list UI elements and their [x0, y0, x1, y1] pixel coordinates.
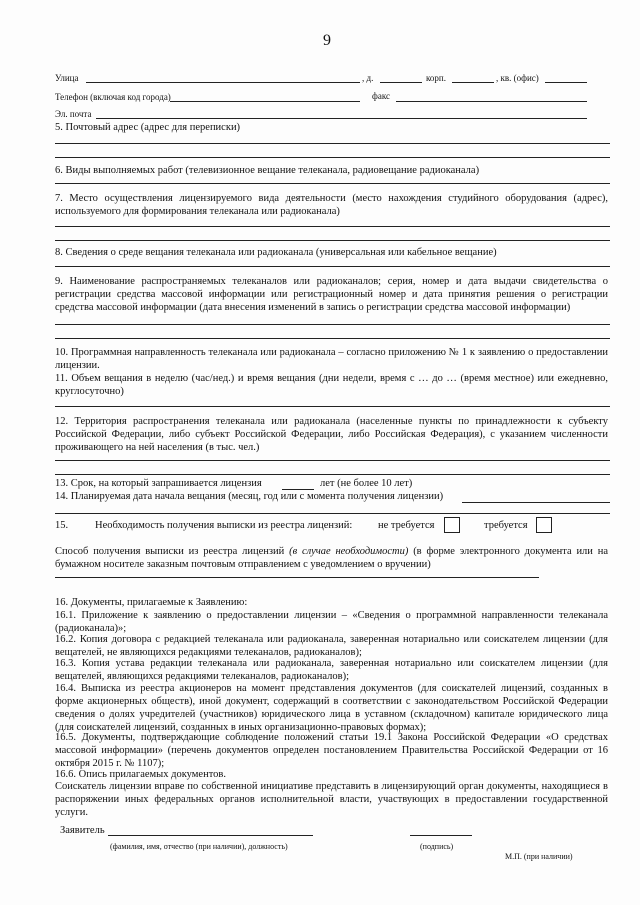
- apartment-field[interactable]: [545, 82, 587, 83]
- house-label: , д.: [362, 73, 374, 83]
- item-6-label: 6. Виды выполняемых работ (телевизионное вещание телеканала, радиовещание радиоканала): [55, 165, 480, 176]
- item-9-field[interactable]: [55, 324, 610, 325]
- item-11-field[interactable]: [55, 406, 610, 407]
- document-16-3: 16.3. Копия устава редакции телеканала или радиоканала, заверенная нотариально или соискателем лицензии (для вещателей, являющихся редакциями телеканалов, радиоканалов);: [55, 658, 608, 682]
- item-7-field-2[interactable]: [55, 240, 610, 241]
- item-5-field[interactable]: [55, 143, 610, 144]
- required-label: требуется: [484, 520, 528, 531]
- item-12-label: 12. Территория распространения телеканала или радиоканала (населенные пункты по принадлежности к субъекту Российской Федерации, либо субъект Российской Федерации, либо Российская Федерация), с указанием численности проживающего на ней населения (в тыс. чел.): [55, 416, 608, 453]
- applicant-name-field[interactable]: [108, 835, 313, 836]
- item-15-label: Необходимость получения выписки из реестра лицензий:: [95, 520, 353, 531]
- signature-caption: (подпись): [420, 842, 454, 851]
- item-9-label: 9. Наименование распространяемых телеканалов или радиоканалов; серия, номер и дата выдачи свидетельства о регистрации средства массовой информации или регистрационный номер и дата принятия решения о регистрации средства массовой информации (дата внесения изменений в запись о регистрации средства массовой информации): [55, 276, 608, 313]
- apartment-label: , кв. (офис): [496, 73, 539, 83]
- item-10-label: 10. Программная направленность телеканала или радиоканала – согласно приложению № 1 к заявлению о предоставлении лицензии.: [55, 347, 608, 371]
- item-8-field[interactable]: [55, 266, 610, 267]
- building-field[interactable]: [452, 82, 494, 83]
- document-16-6: 16.6. Опись прилагаемых документов.: [55, 769, 226, 780]
- not-required-label: не требуется: [378, 520, 435, 531]
- phone-label: Телефон (включая код города): [55, 92, 171, 102]
- applicant-label: Заявитель: [60, 825, 105, 836]
- item-12-field-2[interactable]: [55, 474, 610, 475]
- documents-heading: 16. Документы, прилагаемые к Заявлению:: [55, 597, 248, 608]
- not-required-checkbox[interactable]: [444, 517, 460, 533]
- documents-note: Соискатель лицензии вправе по собственной инициативе представить в лицензирующий орган документы, находящиеся в распоряжении иных федеральных органов исполнительной власти, участвующих в предоставлении государственной услуги.: [55, 781, 608, 818]
- phone-field[interactable]: [170, 101, 360, 102]
- item-11-label: 11. Объем вещания в неделю (час/нед.) и время вещания (дни недели, время с … до … (время местное) или ежедневно, круглосуточно): [55, 373, 608, 397]
- stamp-caption: М.П. (при наличии): [505, 852, 573, 861]
- email-field[interactable]: [96, 118, 587, 119]
- name-caption: (фамилия, имя, отчество (при наличии), должность): [110, 842, 288, 851]
- extract-method-text: [55, 545, 608, 571]
- item-13-suffix: лет (не более 10 лет): [320, 478, 413, 489]
- item-15-number: 15.: [55, 520, 69, 531]
- fax-label: факс: [372, 91, 390, 101]
- required-checkbox[interactable]: [536, 517, 552, 533]
- item-12-field[interactable]: [55, 460, 610, 461]
- term-years-field[interactable]: [282, 489, 314, 490]
- document-16-1: 16.1. Приложение к заявлению о предоставлении лицензии – «Сведения о программной направленности телеканала (радиоканала)»;: [55, 610, 608, 634]
- item-7-field[interactable]: [55, 226, 610, 227]
- item-14-field[interactable]: [462, 502, 610, 503]
- extract-method-note: (в случае необходимости): [289, 546, 409, 557]
- fax-field[interactable]: [396, 101, 587, 102]
- item-5-label: 5. Почтовый адрес (адрес для переписки): [55, 122, 241, 133]
- street-field[interactable]: [86, 82, 360, 83]
- page-number: 9: [323, 32, 331, 49]
- street-label: Улица: [55, 73, 79, 83]
- item-14-label: 14. Планируемая дата начала вещания (месяц, год или с момента получения лицензии): [55, 491, 444, 502]
- house-field[interactable]: [380, 82, 422, 83]
- item-5-field-2[interactable]: [55, 157, 610, 158]
- item-8-label: 8. Сведения о среде вещания телеканала или радиоканала (универсальная или кабельное вещание): [55, 247, 497, 258]
- item-14-field-2[interactable]: [55, 513, 610, 514]
- item-6-field[interactable]: [55, 183, 610, 184]
- document-16-5: 16.5. Документы, подтверждающие соблюдение положений статьи 19.1 Закона Российской Федерации «О средствах массовой информации» (перечень документов определен постановлением Правительства Российской Федерации от 16 октября 2015 г. № 1107);: [55, 732, 608, 769]
- document-16-4: 16.4. Выписка из реестра акционеров на момент представления документов (для соискателей лицензий, созданных в форме акционерных обществ), иной документ, содержащий в соответствии с законодательством Российской Федерации сведения о долях учредителей (участников) юридического лица в уставном (складочном) капитале юридического лица (для соискателей лицензий, созданных в иных организационно-правовых формах);: [55, 683, 608, 733]
- document-16-2: 16.2. Копия договора с редакцией телеканала или радиоканала, заверенная нотариально или соискателем лицензии (для вещателей, не являющихся редакциями телеканалов, радиоканалов);: [55, 634, 608, 658]
- signature-field[interactable]: [410, 835, 472, 836]
- extract-method-label: Способ получения выписки из реестра лицензий: [55, 546, 285, 557]
- item-7-label: 7. Место осуществления лицензируемого вида деятельности (место нахождения студийного оборудования (адрес), используемого для формирования телеканала или радиоканала): [55, 193, 608, 217]
- item-13-label: 13. Срок, на который запрашивается лицензия: [55, 478, 262, 489]
- extract-method-field[interactable]: [55, 577, 539, 578]
- item-9-field-2[interactable]: [55, 338, 610, 339]
- email-label: Эл. почта: [55, 109, 92, 119]
- building-label: корп.: [426, 73, 446, 83]
- extract-method-options: (в форме электронного документа или на бумажном носителе заказным почтовым отправлением с уведомлением о вручении): [55, 546, 608, 570]
